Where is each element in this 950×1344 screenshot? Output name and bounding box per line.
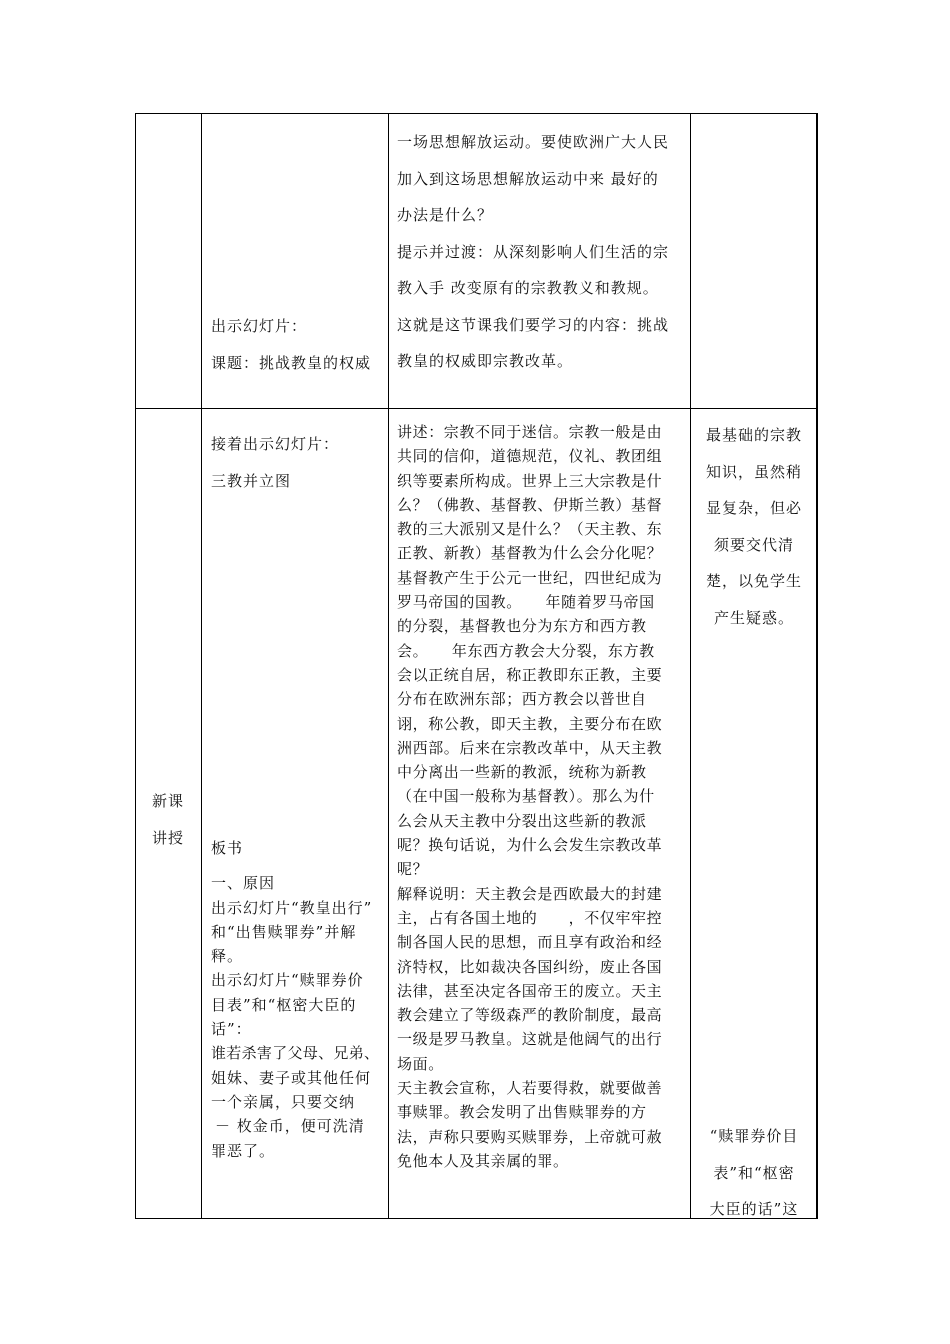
text-line: 天主教会宣称，人若要得救，就要做善 bbox=[397, 1079, 663, 1098]
text-line: 呢？ bbox=[397, 860, 429, 879]
row2-col3-text bbox=[397, 420, 662, 1173]
col-divider-2 bbox=[388, 113, 389, 1219]
text-line: 中分离出一些新的教派，统称为新教 bbox=[397, 763, 647, 782]
text-line: 主，占有各国土地的 ，不仅牢牢控 bbox=[397, 908, 663, 927]
text-line: （在中国一般称为基督教）。那么为什 bbox=[397, 787, 655, 806]
text-line: 这就是这节课我们要学习的内容：挑战 bbox=[397, 315, 670, 334]
row2-col2-bottom-text bbox=[211, 836, 379, 1163]
text-line: 加入到这场思想解放运动中来 最好的 bbox=[397, 169, 659, 188]
text-line: 法律，甚至决定各国帝王的废立。天主 bbox=[397, 981, 663, 1000]
text-line: 制各国人民的思想，而且享有政治和经 bbox=[397, 933, 663, 952]
text-line: 一场思想解放运动。要使欧洲广大人民 bbox=[397, 133, 670, 151]
text-line: 织等要素所构成。世界上三大宗教是什 bbox=[397, 471, 663, 490]
text-line: 出示幻灯片： bbox=[211, 317, 308, 335]
text-line: 一级是罗马教皇。这就是他阔气的出行 bbox=[397, 1030, 663, 1049]
row-divider bbox=[135, 408, 818, 409]
text-line: 课题：挑战教皇的权威 bbox=[211, 353, 372, 372]
row2-col4-bottom-text bbox=[692, 1118, 816, 1228]
text-line: 么？（佛教、基督教、伊斯兰教）基督 bbox=[397, 495, 663, 514]
text-line: 办法是什么？ bbox=[397, 206, 494, 224]
text-line: － 枚金币，便可洗清 bbox=[215, 1117, 365, 1136]
text-line: 教入手 改变原有的宗教教义和教规。 bbox=[397, 279, 659, 297]
text-line: 出示幻灯片“赎罪券价 bbox=[211, 971, 364, 990]
text-line: 三教并立图 bbox=[211, 471, 292, 490]
col-border-right bbox=[816, 113, 818, 1219]
text-line: 一个亲属，只要交纳 bbox=[211, 1092, 356, 1111]
table-top-border bbox=[135, 113, 818, 114]
text-line: 会以正统自居，称正教即东正教，主要 bbox=[397, 665, 663, 684]
text-line: 洲西部。后来在宗教改革中，从天主教 bbox=[397, 738, 663, 757]
text-line: 基督教产生于公元一世纪，四世纪成为 bbox=[397, 568, 663, 587]
text-line: 的分裂，基督教也分为东方和西方教 bbox=[397, 617, 647, 636]
text-line: 姐妹、妻子或其他任何 bbox=[211, 1068, 372, 1087]
text-line: 讲授 bbox=[152, 828, 185, 847]
text-line: 接着出示幻灯片： bbox=[211, 435, 340, 453]
text-line: 正教、新教）基督教为什么会分化呢？ bbox=[397, 544, 663, 563]
text-line: 罪恶了。 bbox=[211, 1141, 276, 1160]
text-line: 呢？换句话说，为什么会发生宗教改革 bbox=[397, 836, 663, 855]
row2-col2-top-text bbox=[211, 426, 339, 499]
text-line: 最基础的宗教 bbox=[705, 426, 802, 444]
text-line: 会。 年东西方教会大分裂，东方教 bbox=[397, 641, 655, 660]
text-line: 话”： bbox=[211, 1020, 252, 1039]
text-line: 须要交代清 bbox=[713, 535, 794, 554]
text-line: 教会建立了等级森严的教阶制度，最高 bbox=[397, 1006, 663, 1025]
text-line: 解释说明：天主教会是西欧最大的封建 bbox=[397, 884, 663, 903]
text-line: 知识，虽然稍 bbox=[705, 462, 802, 481]
text-line: 新课 bbox=[152, 792, 185, 810]
text-line: 一、原因 bbox=[211, 874, 276, 893]
text-line: 么会从天主教中分裂出这些新的教派 bbox=[397, 811, 647, 830]
text-line: 大臣的话”这 bbox=[709, 1200, 799, 1218]
text-line: 出示幻灯片“教皇出行” bbox=[211, 898, 373, 917]
row2-col4-top-text bbox=[692, 417, 816, 636]
text-line: 法，声称只要购买赎罪券，上帝就可赦 bbox=[397, 1127, 663, 1146]
text-line: 诩，称公教，即天主教，主要分布在欧 bbox=[397, 714, 663, 733]
text-line: 楚，以免学生 bbox=[705, 572, 802, 590]
text-line: 目表”和“枢密大臣的 bbox=[211, 995, 357, 1014]
text-line: 显复杂，但必 bbox=[705, 499, 802, 517]
row1-col3-text bbox=[397, 124, 669, 380]
text-line: 免他本人及其亲属的罪。 bbox=[397, 1151, 569, 1170]
col-border-left bbox=[135, 113, 136, 1219]
text-line: 事赎罪。教会发明了出售赎罪券的方 bbox=[397, 1103, 647, 1122]
row1-col2-text bbox=[211, 308, 371, 381]
row2-section-label bbox=[152, 783, 184, 856]
text-line: 产生疑惑。 bbox=[713, 608, 794, 627]
text-line: 场面。 bbox=[397, 1054, 444, 1073]
text-line: 谁若杀害了父母、兄弟、 bbox=[211, 1044, 380, 1063]
text-line: 释。 bbox=[211, 947, 244, 966]
text-line: 表”和“枢密 bbox=[713, 1163, 795, 1182]
col-divider-1 bbox=[201, 113, 202, 1219]
text-line: 板书 bbox=[211, 839, 244, 857]
text-line: 分布在欧洲东部；西方教会以普世自 bbox=[397, 690, 647, 709]
text-line: 教皇的权威即宗教改革。 bbox=[397, 352, 574, 370]
text-line: 提示并过渡：从深刻影响人们生活的宗 bbox=[397, 242, 670, 261]
text-line: “赎罪券价目 bbox=[709, 1127, 799, 1145]
text-line: 济特权，比如裁决各国纠纷，废止各国 bbox=[397, 957, 663, 976]
text-line: 罗马帝国的国教。 年随着罗马帝国 bbox=[397, 593, 655, 612]
text-line: 讲述：宗教不同于迷信。宗教一般是由 bbox=[397, 423, 663, 441]
text-line: 和“出售赎罪券”并解 bbox=[211, 922, 357, 941]
col-divider-3 bbox=[690, 113, 691, 1219]
text-line: 教的三大派别又是什么？（天主教、东 bbox=[397, 520, 663, 539]
text-line: 共同的信仰，道德规范，仪礼、教团组 bbox=[397, 447, 663, 466]
